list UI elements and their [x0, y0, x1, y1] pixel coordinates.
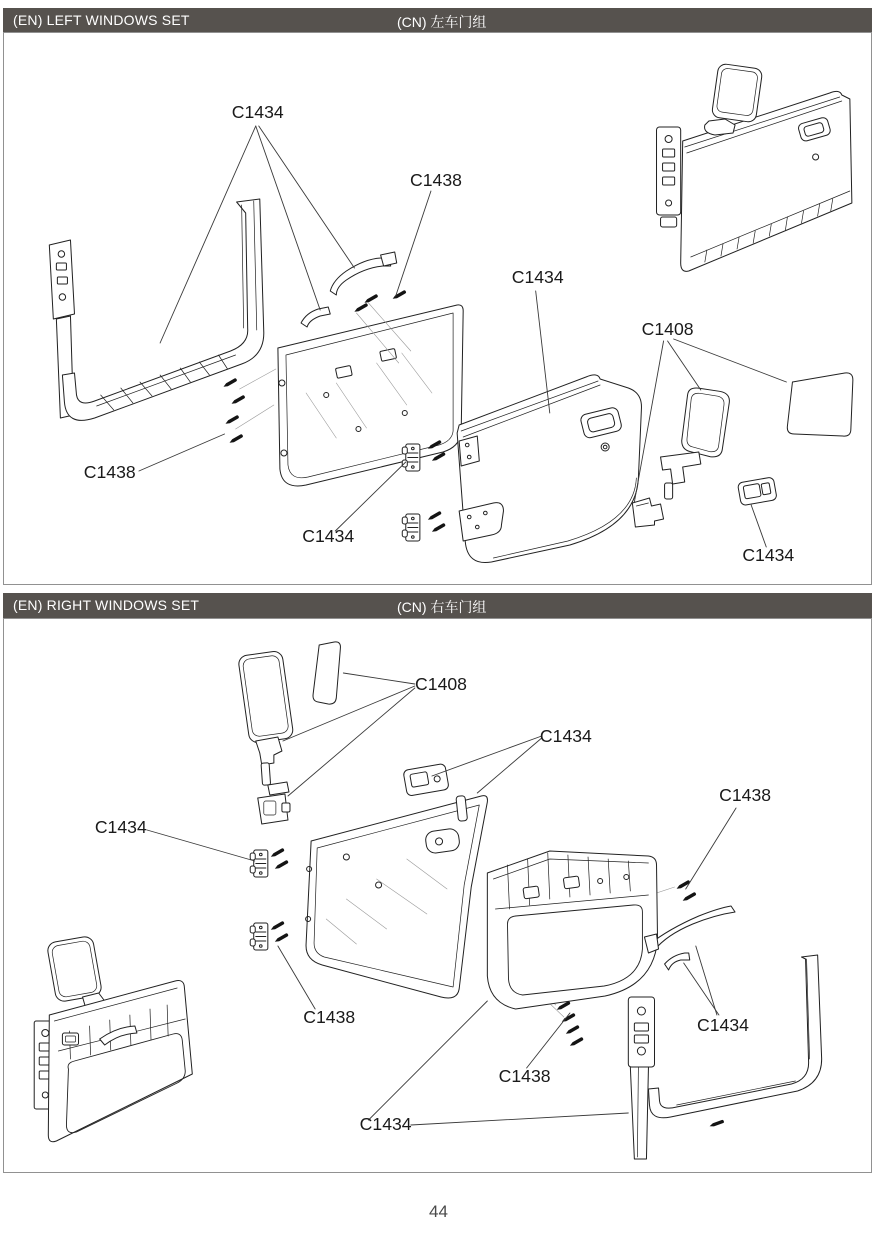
part-label: C1438: [498, 1066, 551, 1086]
left-windows-diagram: [4, 33, 871, 584]
header-title-cn: (CN) 左车门组: [397, 14, 487, 30]
part-label: C1438: [410, 170, 462, 190]
part-label: C1434: [302, 526, 355, 546]
diagram-left-windows-set: [3, 32, 872, 585]
part-label: C1434: [94, 817, 147, 837]
mirror-assembly-right: [238, 650, 294, 785]
armrest-handle-parts: [301, 252, 397, 327]
mirror-glass-left: [787, 373, 853, 436]
part-label: C1434: [231, 102, 284, 122]
mirror-bracket-part-left: [632, 498, 663, 527]
door-trim-panel-right: [487, 851, 657, 1009]
diagram-right-windows-set: [3, 618, 872, 1173]
door-handle-parts-right: [644, 906, 735, 970]
part-label: C1438: [83, 462, 136, 482]
part-label: C1434: [359, 1114, 412, 1134]
part-label: C1408: [415, 674, 467, 694]
header-title-en: (EN) LEFT WINDOWS SET: [13, 12, 190, 28]
hinge-parts-right: [250, 850, 268, 950]
section-header-right-windows: [3, 593, 872, 618]
section-header-left-windows: [3, 8, 872, 33]
header-title-cn: (CN) 右车门组: [397, 599, 487, 615]
assembled-door-right: [34, 935, 192, 1141]
part-label: C1434: [539, 726, 592, 746]
outer-door-skin-left: [457, 375, 641, 563]
part-label: C1438: [303, 1007, 356, 1027]
part-label: C1434: [511, 267, 564, 287]
part-label: C1408: [641, 319, 694, 339]
assembled-door-left: [657, 63, 852, 271]
mirror-assembly-left: [661, 387, 731, 499]
inner-door-panel-left: [236, 303, 464, 486]
part-label: C1434: [697, 1015, 749, 1035]
handle-insert-part-left: [737, 477, 777, 506]
mirror-glass-right: [313, 642, 340, 704]
part-label: C1438: [719, 785, 772, 805]
right-windows-diagram: [4, 619, 871, 1172]
page-number: 44: [429, 1202, 448, 1221]
window-frame-right: [628, 955, 821, 1159]
mirror-bracket-part-right: [258, 782, 290, 824]
part-label: C1434: [742, 545, 795, 565]
header-title-en: (EN) RIGHT WINDOWS SET: [13, 597, 200, 613]
window-frame-left: [49, 199, 263, 420]
